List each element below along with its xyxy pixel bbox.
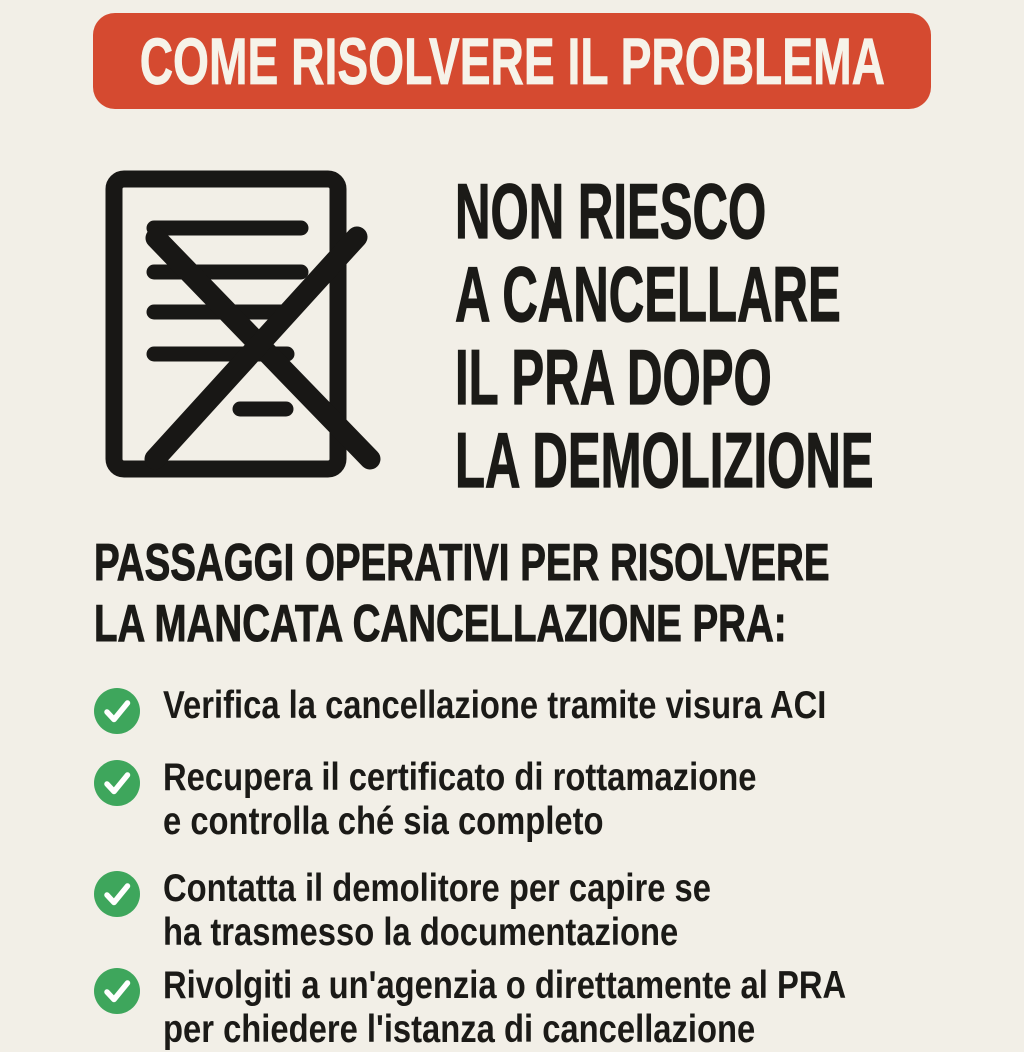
checklist-line: per chiedere l'istanza di cancellazione [163, 1008, 756, 1051]
section-subheading [94, 533, 1024, 655]
section-subheading-line: PASSAGGI OPERATIVI PER RISOLVERE [94, 534, 830, 592]
main-title-line: NON RIESCO [455, 167, 767, 255]
section-subheading-line: LA MANCATA CANCELLAZIONE PRA: [94, 595, 787, 653]
check-circle-icon [94, 688, 140, 734]
header-banner-label: COME RISOLVERE IL PROBLEMA [139, 24, 885, 98]
main-title-line: A CANCELLARE [455, 250, 841, 338]
checklist-item [94, 867, 815, 955]
checklist-line: Contatta il demolitore per capire se [163, 867, 711, 910]
header-banner [93, 13, 931, 109]
check-circle-icon [94, 968, 140, 1014]
checklist-line: e controlla ché sia completo [163, 800, 604, 843]
main-title-line: IL PRA DOPO [455, 333, 772, 421]
checklist-item-text [163, 964, 976, 1052]
checklist-line: Recupera il certificato di rottamazione [163, 756, 757, 799]
checklist-item-text [163, 867, 815, 955]
checklist-line: Rivolgiti a un'agenzia o direttamente al PRA [163, 964, 847, 1007]
check-circle-icon [94, 871, 140, 917]
check-circle-icon [94, 760, 140, 806]
crossed-out-document-icon [88, 158, 388, 498]
checklist-item [94, 756, 870, 844]
checklist-line: ha trasmesso la documentazione [163, 911, 679, 954]
checklist-line: Verifica la cancellazione tramite visura ACI [163, 684, 827, 727]
main-title-line: LA DEMOLIZIONE [455, 416, 874, 504]
checklist-item-text [163, 684, 953, 728]
main-title [455, 167, 1024, 504]
checklist-item-text [163, 756, 870, 844]
checklist-item [94, 684, 953, 734]
checklist-item [94, 964, 976, 1052]
